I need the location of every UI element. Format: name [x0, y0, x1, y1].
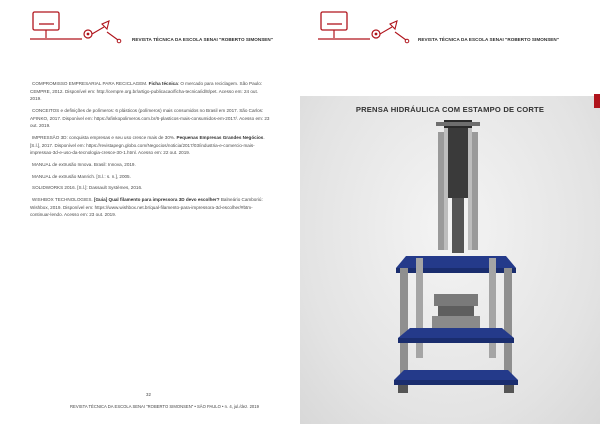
- reference-item: MANUAL de extrusão Innova. Brasil: Innova, 2019.: [32, 161, 136, 167]
- school-logo-icon: [30, 10, 130, 44]
- reference-item: CONCEITOS e definições de polímeros: 6 plásticos (polímeros) mais consumidos no Brasil em 2017. São Carlos: AFINKO, 2017. Disponível em: https://afinkopolimeros.com.br/6-plasticos-mais-consumidos-em-2017/. Acesso em: 23 out. 2019.: [30, 107, 270, 129]
- school-logo-icon: [318, 10, 418, 44]
- hydraulic-press-photo: [386, 118, 526, 394]
- figure-title: PRENSA HIDRÁULICA COM ESTAMPO DE CORTE: [355, 105, 545, 114]
- reference-item: WISHBOX TECHNOLOGIES. [Guia] Qual filamento para impressora 3D devo escolher? Balneário Camboriú: Wishbox, 2019. Disponível em: https://www.wishbox.net.br/qual-filamento-para-impressora-3d-escolher/#btm-continuar-lendo. Acesso em: 23 out. 2019.: [30, 197, 263, 218]
- reference-item: MANUAL de extrusão Manrich. [S.l.: s. n.], 2005.: [32, 173, 131, 179]
- reference-list: [30, 80, 270, 223]
- page-footer: REVISTA TÉCNICA DA ESCOLA SENAI "ROBERTO SIMONSEN" • SÃO PAULO • n. 4, jul./dez. 2019: [70, 404, 259, 409]
- page-number: 32: [146, 392, 151, 397]
- magazine-header: REVISTA TÉCNICA DA ESCOLA SENAI "ROBERTO SIMONSEN": [132, 37, 274, 42]
- reference-item: SOLIDWORKS 2016. [S.l.]: Dassault Systèmes, 2016.: [32, 185, 143, 191]
- magazine-header: REVISTA TÉCNICA DA ESCOLA SENAI "ROBERTO SIMONSEN": [418, 37, 560, 42]
- reference-item: COMPROMISSO EMPRESARIAL PARA RECICLAGEM. Ficha técnica: O mercado para reciclagem. São Paulo: CEMPRE, 2012. Disponível em: http://cempre.org.br/artigo-publicacao/ficha-tecnica/id/8/pet. Acesso em: 24 out. 2019.: [30, 81, 263, 102]
- reference-item: IMPRESSÃO 3D: conquista empresas e seu uso cresce mais de 30%. Pequenas Empresas Grandes Negócios. [S.l.], 2017. Disponível em: https://revistapegn.globo.com/Negocios/noticia/2017/03/industria-e-comercio-mais-impressao-3d-e-uso-da-tecnologia-cresce-30-1.html. Acesso em: 22 out. 2019.: [30, 134, 265, 156]
- right-page: [300, 0, 600, 424]
